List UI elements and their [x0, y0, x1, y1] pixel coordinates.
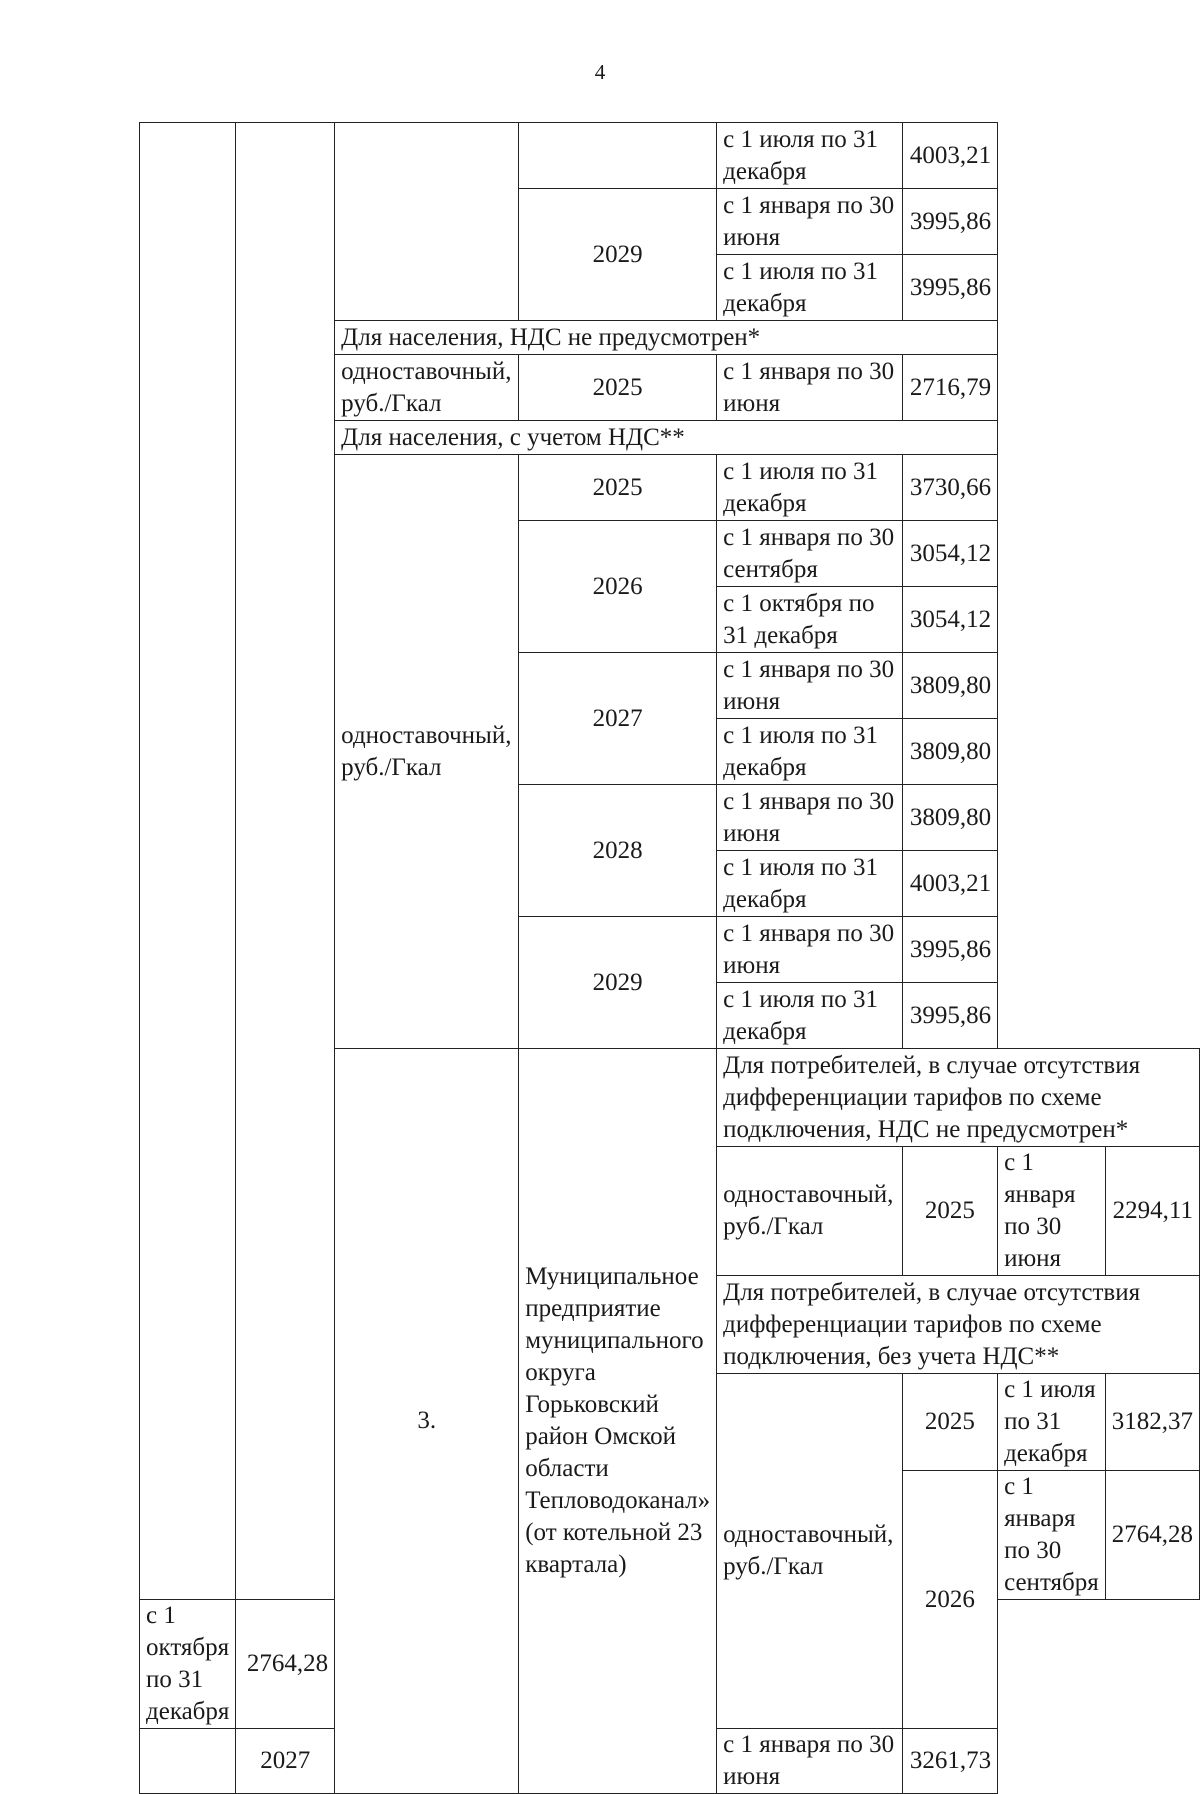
- row-number-cell: [140, 123, 236, 1600]
- tariff-value: 3995,86: [902, 189, 997, 255]
- year-cell: [519, 123, 717, 189]
- rate-type-cell: одноставочный, руб./Гкал: [335, 355, 519, 421]
- period-cell: с 1 января по 30 июня: [717, 653, 903, 719]
- rate-type-cell: одноставочный, руб./Гкал: [717, 1374, 903, 1729]
- year-cell: 2027: [236, 1729, 335, 1794]
- period-cell: с 1 января по 30 сентября: [998, 1471, 1106, 1600]
- tariff-value: 3261,73: [902, 1729, 997, 1794]
- table-row: [140, 123, 1200, 189]
- period-cell: с 1 января по 30 июня: [717, 189, 903, 255]
- year-cell: 2029: [519, 189, 717, 321]
- rate-type-cell: одноставочный, руб./Гкал: [717, 1147, 903, 1276]
- tariff-value: 3995,86: [902, 983, 997, 1049]
- year-cell: 2025: [519, 455, 717, 521]
- period-cell: с 1 июля по 31 декабря: [717, 851, 903, 917]
- tariff-value: 3730,66: [902, 455, 997, 521]
- row-number-cell: 3.: [335, 1049, 519, 1794]
- page-number: 4: [594, 60, 606, 84]
- period-cell: с 1 октября по 31 декабря: [140, 1600, 236, 1729]
- tariff-value: 3809,80: [902, 719, 997, 785]
- year-cell: 2025: [519, 355, 717, 421]
- consumer-group-header: Для населения, НДС не предусмотрен*: [335, 321, 998, 355]
- period-cell: с 1 октября по 31 декабря: [717, 587, 903, 653]
- organization-cell: [236, 123, 335, 1600]
- tariff-value: 4003,21: [902, 851, 997, 917]
- consumer-group-header: Для потребителей, в случае отсутствия дифференциации тарифов по схеме подключения, НДС не предусмотрен*: [717, 1049, 1200, 1147]
- year-cell: 2026: [902, 1471, 997, 1729]
- rate-type-cell: [335, 123, 519, 321]
- tariff-value: 2764,28: [1105, 1471, 1199, 1600]
- tariff-table: [139, 122, 1200, 1794]
- period-cell: с 1 января по 30 июня: [717, 785, 903, 851]
- year-cell: 2025: [902, 1147, 997, 1276]
- period-cell: с 1 января по 30 июня: [717, 355, 903, 421]
- year-cell: 2026: [519, 521, 717, 653]
- tariff-value: 2764,28: [236, 1600, 335, 1729]
- period-cell: с 1 июля по 31 декабря: [998, 1374, 1106, 1471]
- year-cell: 2025: [902, 1374, 997, 1471]
- consumer-group-header: Для потребителей, в случае отсутствия дифференциации тарифов по схеме подключения, без учета НДС**: [717, 1276, 1200, 1374]
- year-cell: 2029: [519, 917, 717, 1049]
- period-cell: с 1 января по 30 июня: [998, 1147, 1106, 1276]
- period-cell: с 1 июля по 31 декабря: [717, 719, 903, 785]
- tariff-value: 3809,80: [902, 653, 997, 719]
- period-cell: с 1 января по 30 июня: [717, 1729, 903, 1794]
- year-cell: 2027: [519, 653, 717, 785]
- tariff-value: 3995,86: [902, 255, 997, 321]
- period-cell: с 1 июля по 31 декабря: [717, 983, 903, 1049]
- tariff-value: 3054,12: [902, 587, 997, 653]
- consumer-group-header: Для населения, с учетом НДС**: [335, 421, 998, 455]
- period-cell: с 1 июля по 31 декабря: [717, 123, 903, 189]
- tariff-value: 4003,21: [902, 123, 997, 189]
- tariff-value: 2294,11: [1105, 1147, 1199, 1276]
- tariff-value: 3182,37: [1105, 1374, 1199, 1471]
- rate-type-cell: одноставочный, руб./Гкал: [335, 455, 519, 1049]
- tariff-value: 3809,80: [902, 785, 997, 851]
- period-cell: с 1 июля по 31 декабря: [717, 455, 903, 521]
- period-cell: с 1 января по 30 июня: [717, 917, 903, 983]
- period-cell: с 1 июля по 31 декабря: [717, 255, 903, 321]
- period-cell: с 1 января по 30 сентября: [717, 521, 903, 587]
- tariff-value: 3054,12: [902, 521, 997, 587]
- rate-type-cell: [140, 1729, 236, 1794]
- tariff-value: 2716,79: [902, 355, 997, 421]
- organization-cell: Муниципальное предприятие муниципального округа Горьковский район Омской области Тепловодоканал» (от котельной 23 квартала): [519, 1049, 717, 1794]
- year-cell: 2028: [519, 785, 717, 917]
- tariff-value: 3995,86: [902, 917, 997, 983]
